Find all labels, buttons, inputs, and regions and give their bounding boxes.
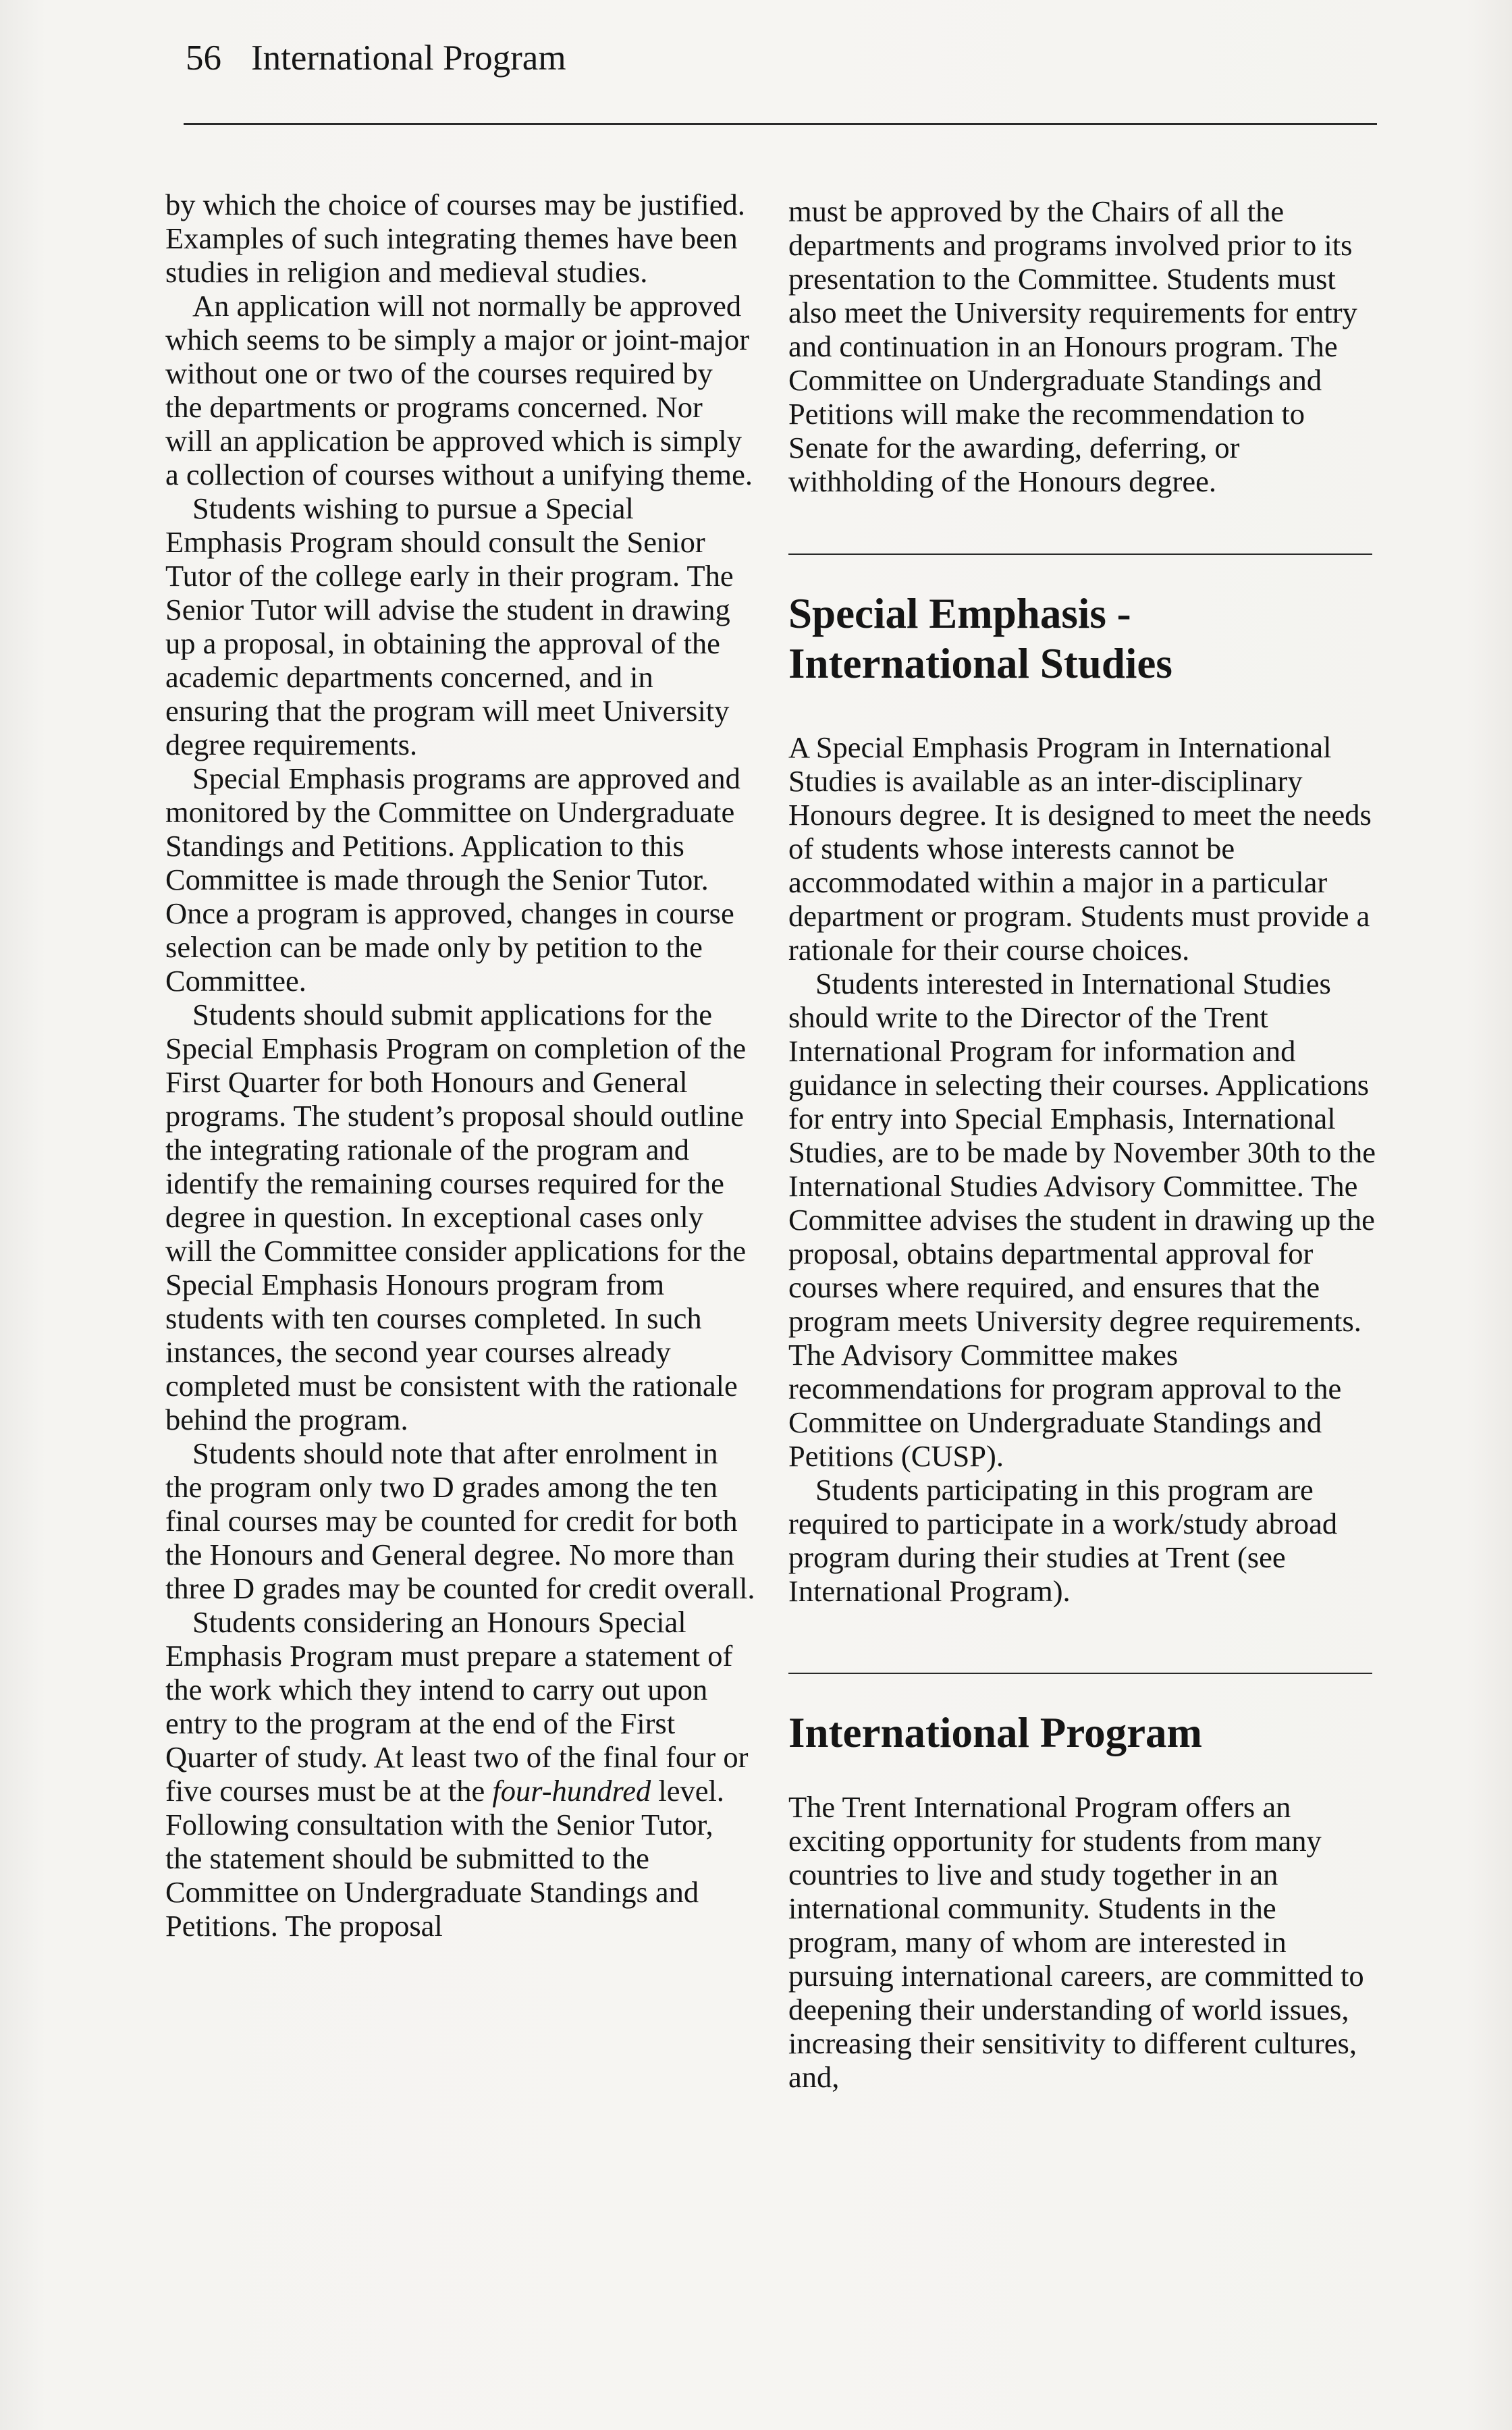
paragraph [165, 1605, 756, 1943]
italic-term: four-hundred [492, 1774, 651, 1808]
paragraph: The Trent International Program offers an exciting opportunity for students from many countries to live and study together in an international community. Students in the program, many of whom are interested in pursuing international careers, are committed to deepening their understanding of world issues, increasing their sensitivity to different cultures, and, [788, 1790, 1364, 2094]
paragraph: An application will not normally be approved which seems to be simply a major or joint-major without one or two of the courses required by the departments or programs concerned. Nor will an application be approved which is simply a collection of courses without a unifying theme. [165, 289, 753, 491]
right-column [788, 194, 1379, 2094]
page-number: 56 [186, 38, 221, 78]
paragraph: by which the choice of courses may be justified. Examples of such integrating themes have been studies in religion and medieval studies. [165, 188, 745, 289]
paragraph: Students should note that after enrolment in the program only two D grades among the ten final courses may be counted for credit for both the Honours and General degree. No more than three D grades may be counted for credit overall. [165, 1436, 755, 1605]
paragraph: Students wishing to pursue a Special Emphasis Program should consult the Senior Tutor of the college early in their program. The Senior Tutor will advise the student in drawing up a proposal, in obtaining the approval of the academic departments concerned, and in ensuring that the program will meet University degree requirements. [165, 491, 734, 761]
paragraph-text: Students considering an Honours Special Emphasis Program must prepare a statement of the work which they intend to carry out upon entry to the program at the end of the First Quarter of study. At least two of the final four or five courses must be at the [165, 1605, 749, 1808]
section-divider [788, 1673, 1372, 1674]
header-divider [184, 123, 1377, 125]
paragraph: Special Emphasis programs are approved and monitored by the Committee on Undergraduate Standings and Petitions. Application to this Committee is made through the Senior Tutor. Once a program is approved, changes in course selection can be made only by petition to the Committee. [165, 761, 740, 998]
paragraph: A Special Emphasis Program in International Studies is available as an inter-disciplinary Honours degree. It is designed to meet the needs of students whose interests cannot be accommodated within a major in a particular department or program. Students must provide a rationale for their course choices. [788, 730, 1372, 967]
paragraph: Students should submit applications for the Special Emphasis Program on completion of the First Quarter for both Honours and General programs. The student’s proposal should outline the integrating rationale of the program and identify the remaining courses required for the degree in question. In exceptional cases only will the Committee consider applications for the Special Emphasis Honours program from students with ten courses completed. In such instances, the second year courses already completed must be consistent with the rationale behind the program. [165, 998, 747, 1436]
heading-line: International Studies [788, 640, 1172, 687]
section-divider [788, 554, 1372, 555]
running-title: International Program [251, 38, 566, 78]
left-column [165, 188, 756, 1943]
paragraph: Students participating in this program are required to participate in a work/study abroad program during their studies at Trent (see International Program). [788, 1473, 1338, 1608]
section-heading-special-emphasis [788, 589, 1379, 688]
heading-line: Special Emphasis - [788, 590, 1131, 637]
page-header [186, 38, 566, 85]
section-heading-international-program: International Program [788, 1709, 1203, 1756]
paragraph: must be approved by the Chairs of all the departments and programs involved prior to its presentation to the Committee. Students must also meet the University requirements for entry and continuation in an Honours program. The Committee on Undergraduate Standings and Petitions will make the recommendation to Senate for the awarding, deferring, or withholding of the Honours degree. [788, 194, 1357, 498]
paragraph: Students interested in International Studies should write to the Director of the Trent International Program for information and guidance in selecting their courses. Applications for entry into Special Emphasis, International Studies, are to be made by November 30th to the International Studies Advisory Committee. The Committee advises the student in drawing up the proposal, obtains departmental approval for courses where required, and ensures that the program meets University degree requirements. The Advisory Committee makes recommendations for program approval to the Committee on Undergraduate Standings and Petitions (CUSP). [788, 967, 1376, 1473]
paragraph-text: level. Following consultation with the Senior Tutor, the statement should be submitted to the Committee on Undergraduate Standings and Petitions. The proposal [165, 1774, 724, 1943]
